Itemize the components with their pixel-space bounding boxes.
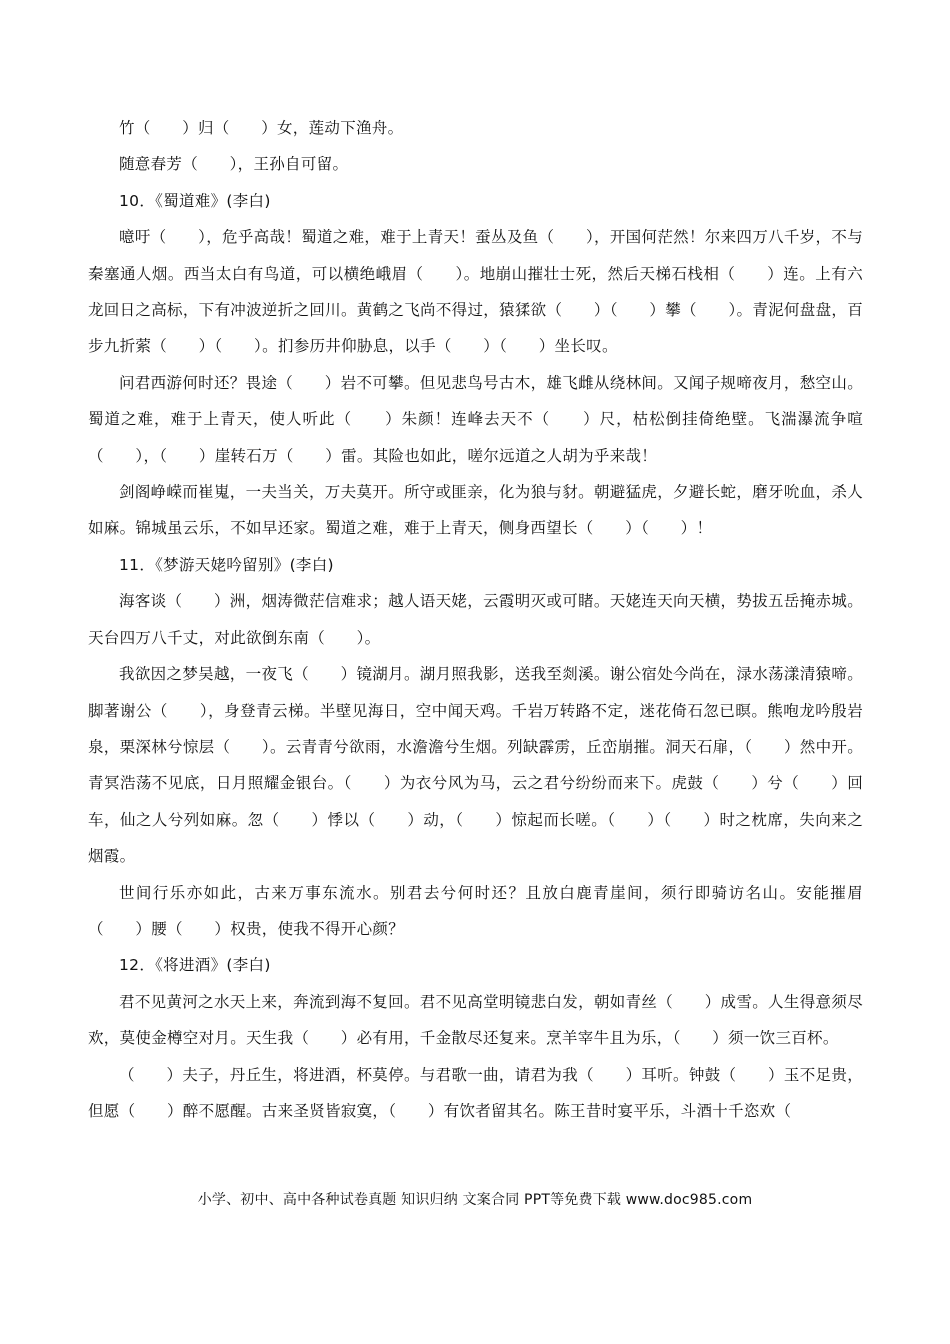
verse-line: 随意春芳（ ），王孙自可留。 xyxy=(119,155,349,174)
section-heading: 10．《蜀道难》(李白) xyxy=(119,191,271,210)
paragraph: 问君西游何时还？畏途（ ）岩不可攀。但见悲鸟号古木，雄飞雌从绕林间。又闻子规啼夜月，愁空山。蜀道之难，难于上青天，使人听此（ ）朱颜！连峰去天不（ ）尺，枯松倒挂倚绝壁。飞湍瀑流争喧（ ），（ ）崖转石万（ ）雷。其险也如此，嗟尔远道之人胡为乎来哉！ xyxy=(88,373,863,465)
paragraph: 噫吁（ ），危乎高哉！蜀道之难，难于上青天！蚕丛及鱼（ ），开国何茫然！尔来四万八千岁，不与秦塞通人烟。西当太白有鸟道，可以横绝峨眉（ ）。地崩山摧壮士死，然后天梯石栈相（ ）连。上有六龙回日之高标，下有冲波逆折之回川。黄鹤之飞尚不得过，猿猱欲（ ）（ ）攀（ ）。青泥何盘盘，百步九折萦（ ）（ ）。扪参历井仰胁息，以手（ ）（ ）坐长叹。 xyxy=(88,228,863,356)
verse-line: 竹（ ）归（ ）女，莲动下渔舟。 xyxy=(119,119,404,137)
paragraph: 剑阁峥嵘而崔嵬，一夫当关，万夫莫开。所守或匪亲，化为狼与豺。朝避猛虎，夕避长蛇，磨牙吮血，杀人如麻。锦城虽云乐，不如早还家。蜀道之难，难于上青天，侧身西望长（ ）（ ）！ xyxy=(88,483,863,538)
section-heading: 11．《梦游天姥吟留别》(李白) xyxy=(119,555,334,574)
paragraph: 世间行乐亦如此，古来万事东流水。别君去兮何时还？且放白鹿青崖间，须行即骑访名山。安能摧眉（ ）腰（ ）权贵，使我不得开心颜？ xyxy=(88,883,863,938)
page-footer: 小学、初中、高中各种试卷真题 知识归纳 文案合同 PPT等免费下载 www.doc985.com xyxy=(197,1192,753,1208)
paragraph: 我欲因之梦吴越，一夜飞（ ）镜湖月。湖月照我影，送我至剡溪。谢公宿处今尚在，渌水荡漾清猿啼。脚著谢公（ ），身登青云梯。半壁见海日，空中闻天鸡。千岩万转路不定，迷花倚石忽已暝。熊咆龙吟殷岩泉，栗深林兮惊层（ ）。云青青兮欲雨，水澹澹兮生烟。列缺霹雳，丘峦崩摧。洞天石扉，（ ）然中开。青冥浩荡不见底，日月照耀金银台。（ ）为衣兮风为马，云之君兮纷纷而来下。虎鼓（ ）兮（ ）回车，仙之人兮列如麻。忽（ ）悸以（ ）动，（ ）惊起而长嗟。（ ）（ ）时之枕席，失向来之烟霞。 xyxy=(88,665,863,866)
paragraph: 君不见黄河之水天上来，奔流到海不复回。君不见高堂明镜悲白发，朝如青丝（ ）成雪。人生得意须尽欢，莫使金樽空对月。天生我（ ）必有用，千金散尽还复来。烹羊宰牛且为乐，（ ）须一饮三百杯。 xyxy=(88,992,863,1048)
paragraph: （ ）夫子，丹丘生，将进酒，杯莫停。与君歌一曲，请君为我（ ）耳听。钟鼓（ ）玉不足贵，但愿（ ）醉不愿醒。古来圣贤皆寂寞，（ ）有饮者留其名。陈王昔时宴平乐，斗酒十千恣欢（ xyxy=(88,1065,863,1120)
paragraph: 海客谈（ ）洲，烟涛微茫信难求；越人语天姥，云霞明灭或可睹。天姥连天向天横，势拔五岳掩赤城。天台四万八千丈，对此欲倒东南（ ）。 xyxy=(88,592,863,647)
document-body xyxy=(88,110,863,1129)
section-heading: 12．《将进酒》(李白) xyxy=(119,956,271,975)
